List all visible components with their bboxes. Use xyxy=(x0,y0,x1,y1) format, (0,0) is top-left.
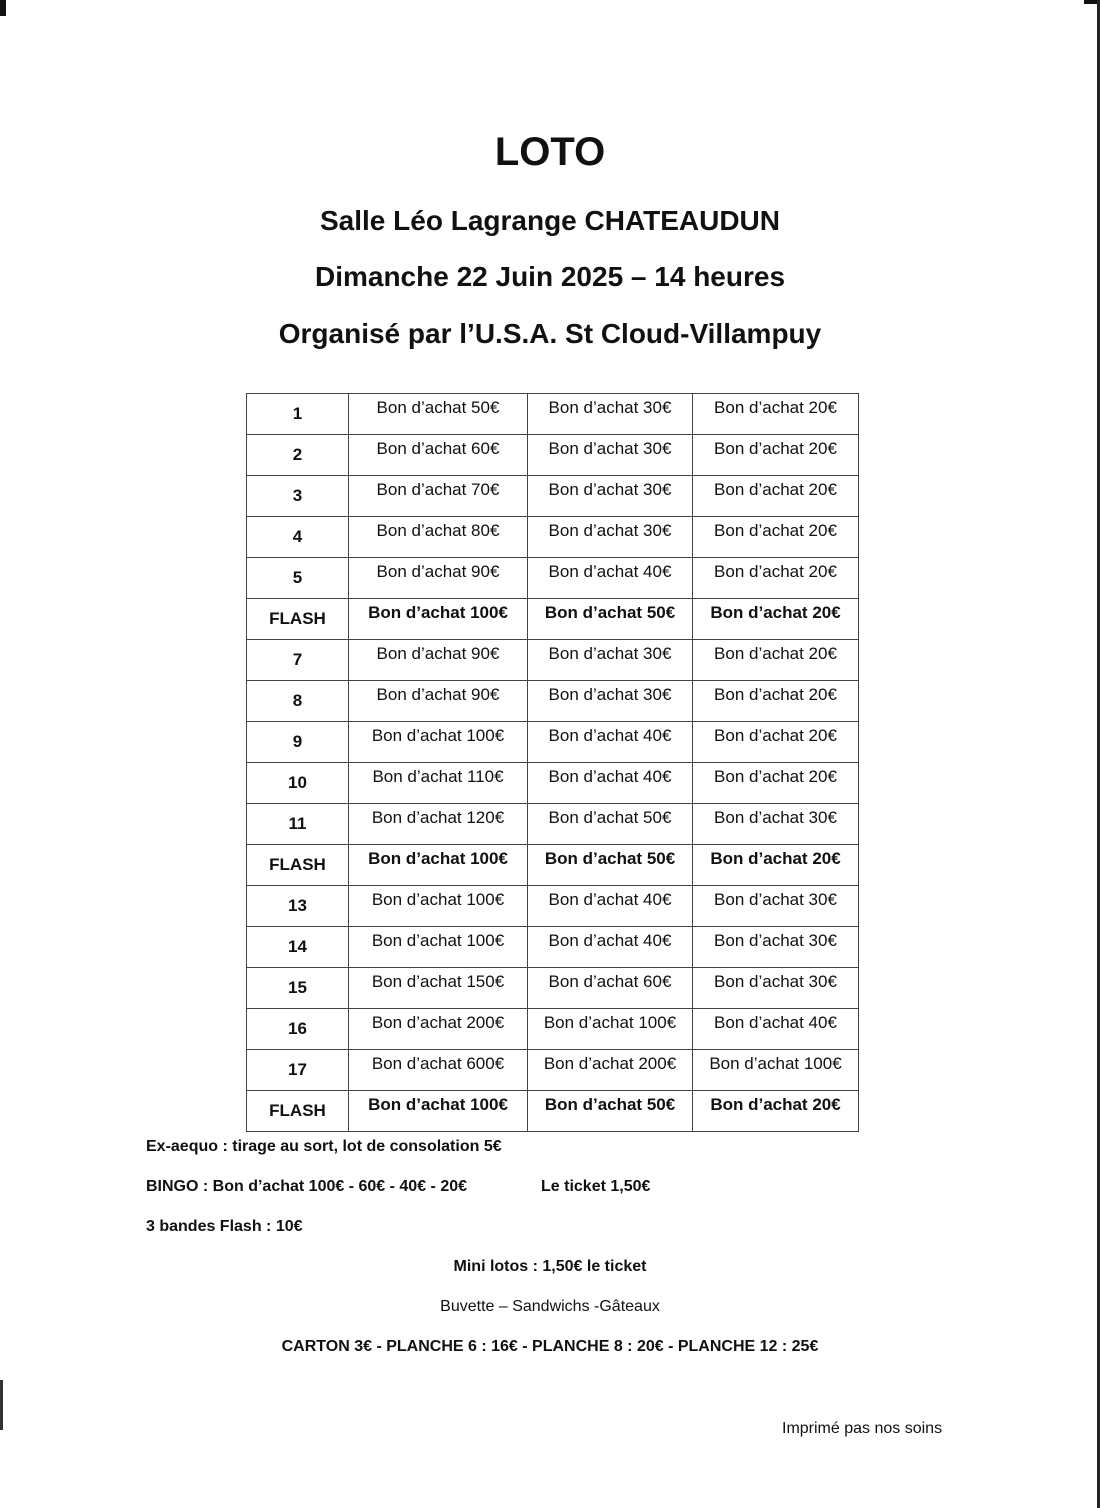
prize-2: Bon d’achat 60€ xyxy=(528,968,693,1009)
exaequo-note: Ex-aequo : tirage au sort, lot de consolation 5€ xyxy=(146,1138,502,1155)
prize-1: Bon d’achat 120€ xyxy=(349,804,528,845)
lot-number: 17 xyxy=(247,1050,349,1091)
table-row-flash xyxy=(247,845,859,886)
bingo-prizes: BINGO : Bon d’achat 100€ - 60€ - 40€ - 20€ xyxy=(146,1178,468,1195)
prize-1: Bon d’achat 80€ xyxy=(349,517,528,558)
lot-number: 2 xyxy=(247,435,349,476)
lot-number: 7 xyxy=(247,640,349,681)
table-row xyxy=(247,394,859,435)
refreshments: Buvette – Sandwichs -Gâteaux xyxy=(440,1298,660,1315)
lot-number: 1 xyxy=(247,394,349,435)
table-row xyxy=(247,681,859,722)
prize-3: Bon d’achat 20€ xyxy=(693,1091,859,1132)
prize-1: Bon d’achat 100€ xyxy=(349,1091,528,1132)
prize-2: Bon d’achat 30€ xyxy=(528,435,693,476)
lot-number: 11 xyxy=(247,804,349,845)
prize-1: Bon d’achat 100€ xyxy=(349,845,528,886)
prize-3: Bon d’achat 20€ xyxy=(693,681,859,722)
prize-2: Bon d’achat 30€ xyxy=(528,394,693,435)
table-row xyxy=(247,722,859,763)
prize-1: Bon d’achat 70€ xyxy=(349,476,528,517)
prize-3: Bon d’achat 20€ xyxy=(693,558,859,599)
prize-1: Bon d’achat 50€ xyxy=(349,394,528,435)
lot-number: 15 xyxy=(247,968,349,1009)
prize-3: Bon d’achat 20€ xyxy=(693,763,859,804)
lot-number: 4 xyxy=(247,517,349,558)
table-row xyxy=(247,968,859,1009)
lot-number: 10 xyxy=(247,763,349,804)
lot-number: 5 xyxy=(247,558,349,599)
prize-2: Bon d’achat 30€ xyxy=(528,681,693,722)
prize-1: Bon d’achat 100€ xyxy=(349,599,528,640)
prize-3: Bon d’achat 20€ xyxy=(693,640,859,681)
prize-1: Bon d’achat 90€ xyxy=(349,681,528,722)
prize-1: Bon d’achat 150€ xyxy=(349,968,528,1009)
prize-2: Bon d’achat 30€ xyxy=(528,640,693,681)
lot-number: 14 xyxy=(247,927,349,968)
prize-3: Bon d’achat 100€ xyxy=(693,1050,859,1091)
prize-1: Bon d’achat 100€ xyxy=(349,886,528,927)
organizer: Organisé par l’U.S.A. St Cloud-Villampuy xyxy=(278,318,822,349)
prize-2: Bon d’achat 30€ xyxy=(528,517,693,558)
prize-2: Bon d’achat 30€ xyxy=(528,476,693,517)
prize-3: Bon d’achat 40€ xyxy=(693,1009,859,1050)
prizes-table xyxy=(246,393,859,1132)
scan-edge xyxy=(0,1380,3,1430)
scan-mark xyxy=(0,0,6,16)
table-row-flash xyxy=(247,599,859,640)
prize-3: Bon d’achat 20€ xyxy=(693,517,859,558)
prize-3: Bon d’achat 20€ xyxy=(693,476,859,517)
event-date: Dimanche 22 Juin 2025 – 14 heures xyxy=(314,261,786,292)
prize-3: Bon d’achat 30€ xyxy=(693,927,859,968)
prize-2: Bon d’achat 50€ xyxy=(528,599,693,640)
table-row xyxy=(247,640,859,681)
prize-2: Bon d’achat 50€ xyxy=(528,804,693,845)
prize-2: Bon d’achat 100€ xyxy=(528,1009,693,1050)
prize-3: Bon d’achat 30€ xyxy=(693,804,859,845)
table-row xyxy=(247,804,859,845)
prize-3: Bon d’achat 20€ xyxy=(693,599,859,640)
lot-number: FLASH xyxy=(247,599,349,640)
prize-1: Bon d’achat 90€ xyxy=(349,558,528,599)
card-prices: CARTON 3€ - PLANCHE 6 : 16€ - PLANCHE 8 : 20€ - PLANCHE 12 : 25€ xyxy=(281,1338,819,1355)
prize-3: Bon d’achat 20€ xyxy=(693,394,859,435)
prize-1: Bon d’achat 60€ xyxy=(349,435,528,476)
printed-note: Imprimé pas nos soins xyxy=(782,1420,943,1437)
prize-2: Bon d’achat 40€ xyxy=(528,927,693,968)
prize-3: Bon d’achat 20€ xyxy=(693,722,859,763)
prize-1: Bon d’achat 200€ xyxy=(349,1009,528,1050)
prize-2: Bon d’achat 200€ xyxy=(528,1050,693,1091)
table-row xyxy=(247,886,859,927)
lot-number: 9 xyxy=(247,722,349,763)
table-row xyxy=(247,1009,859,1050)
prize-1: Bon d’achat 100€ xyxy=(349,722,528,763)
lot-number: 8 xyxy=(247,681,349,722)
lot-number: FLASH xyxy=(247,1091,349,1132)
prize-3: Bon d’achat 20€ xyxy=(693,435,859,476)
prize-2: Bon d’achat 50€ xyxy=(528,845,693,886)
lot-number: 13 xyxy=(247,886,349,927)
prize-1: Bon d’achat 90€ xyxy=(349,640,528,681)
prize-2: Bon d’achat 40€ xyxy=(528,722,693,763)
bingo-ticket-price: Le ticket 1,50€ xyxy=(541,1178,651,1195)
page-title: LOTO xyxy=(494,130,606,174)
prize-2: Bon d’achat 40€ xyxy=(528,558,693,599)
flash-bands-price: 3 bandes Flash : 10€ xyxy=(146,1218,303,1235)
prize-1: Bon d’achat 100€ xyxy=(349,927,528,968)
prize-3: Bon d’achat 20€ xyxy=(693,845,859,886)
prize-3: Bon d’achat 30€ xyxy=(693,886,859,927)
lot-number: FLASH xyxy=(247,845,349,886)
prize-2: Bon d’achat 50€ xyxy=(528,1091,693,1132)
prize-2: Bon d’achat 40€ xyxy=(528,763,693,804)
prize-1: Bon d’achat 110€ xyxy=(349,763,528,804)
mini-lotos: Mini lotos : 1,50€ le ticket xyxy=(453,1258,647,1275)
prize-1: Bon d’achat 600€ xyxy=(349,1050,528,1091)
table-row xyxy=(247,558,859,599)
table-row xyxy=(247,476,859,517)
table-row xyxy=(247,763,859,804)
table-row xyxy=(247,927,859,968)
table-row xyxy=(247,435,859,476)
lot-number: 16 xyxy=(247,1009,349,1050)
table-row xyxy=(247,517,859,558)
lot-number: 3 xyxy=(247,476,349,517)
table-row-flash xyxy=(247,1091,859,1132)
prize-3: Bon d’achat 30€ xyxy=(693,968,859,1009)
table-row xyxy=(247,1050,859,1091)
prize-2: Bon d’achat 40€ xyxy=(528,886,693,927)
venue: Salle Léo Lagrange CHATEAUDUN xyxy=(320,205,780,236)
